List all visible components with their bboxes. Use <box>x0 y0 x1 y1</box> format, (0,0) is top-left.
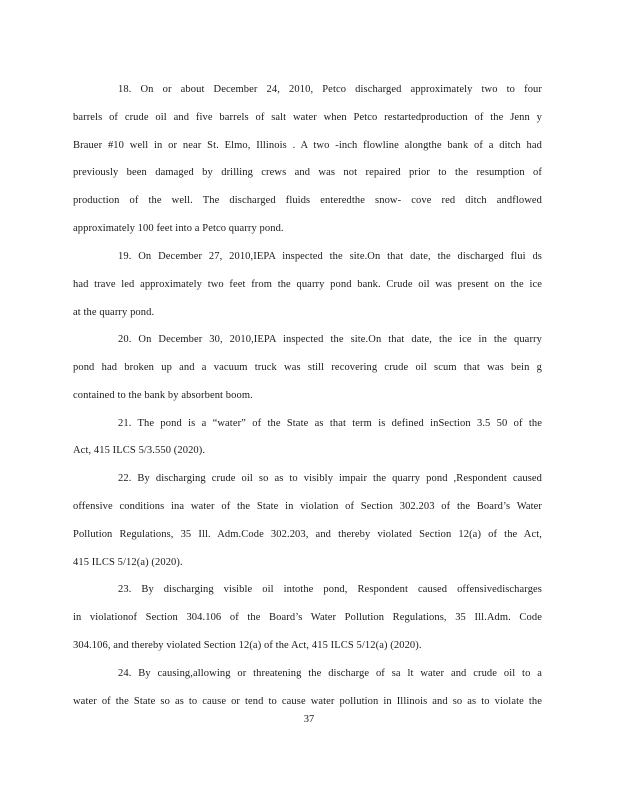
text-line: 22. By discharging crude oil so as to visibly impair the quarry pond ,Respondent caused <box>118 473 542 484</box>
text-line: 23. By discharging visible oil intothe pond, Respondent caused offensivedischarges <box>118 584 542 595</box>
text-line: Pollution Regulations, 35 Ill. Adm.Code 302.203, and thereby violated Section 12(a) of the Act, <box>73 529 542 540</box>
text-line: 20. On December 30, 2010,IEPA inspected the site.On that date, the ice in the quarry <box>118 334 542 345</box>
text-line: 19. On December 27, 2010,IEPA inspected the site.On that date, the discharged flui ds <box>118 251 542 262</box>
text-line: 24. By causing,allowing or threatening the discharge of sa lt water and crude oil to a <box>118 668 542 679</box>
text-line: barrels of crude oil and five barrels of salt water when Petco restartedproduction of the Jenn y <box>73 112 542 123</box>
text-line: Act, 415 ILCS 5/3.550 (2020). <box>73 445 206 456</box>
text-line: previously been damaged by drilling crews and was not repaired prior to the resumption of <box>73 167 542 178</box>
text-line: 18. On or about December 24, 2010, Petco discharged approximately two to four <box>118 84 542 95</box>
text-line: approximately 100 feet into a Petco quarry pond. <box>73 223 284 234</box>
text-line: offensive conditions ina water of the State in violation of Section 302.203 of the Board’s Water <box>73 501 542 512</box>
text-line: in violationof Section 304.106 of the Board’s Water Pollution Regulations, 35 Ill.Adm. Code <box>73 612 542 623</box>
text-line: at the quarry pond. <box>73 307 155 318</box>
text-line: contained to the bank by absorbent boom. <box>73 390 253 401</box>
text-line: production of the well. The discharged fluids enteredthe snow- cove red ditch andflowed <box>73 195 542 206</box>
text-line: 304.106, and thereby violated Section 12(a) of the Act, 415 ILCS 5/12(a) (2020). <box>73 640 422 651</box>
page-number: 37 <box>303 714 315 725</box>
text-line: 21. The pond is a “water” of the State as that term is defined inSection 3.5 50 of the <box>118 418 542 429</box>
text-line: Brauer #10 well in or near St. Elmo, Illinois . A two -inch flowline alongthe bank of a ditch had <box>73 140 542 151</box>
text-line: pond had broken up and a vacuum truck was still recovering crude oil scum that was bein g <box>73 362 542 373</box>
text-line: 415 ILCS 5/12(a) (2020). <box>73 557 183 568</box>
text-line: had trave led approximately two feet from the quarry pond bank. Crude oil was present on the ice <box>73 279 542 290</box>
text-line: water of the State so as to cause or tend to cause water pollution in Illinois and so as to violate the <box>73 696 542 707</box>
